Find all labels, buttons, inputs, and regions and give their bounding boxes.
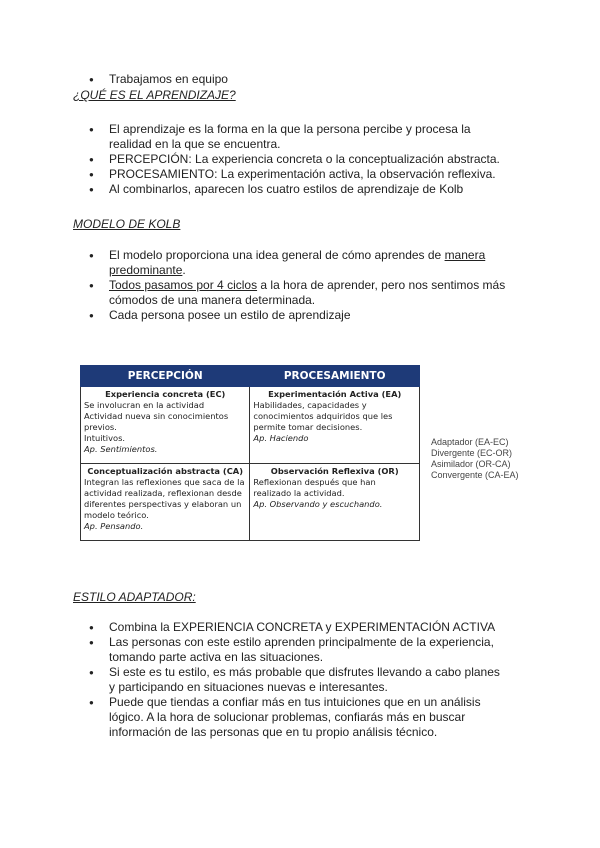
list-item: [0, 248, 509, 278]
cell-or: [250, 464, 420, 541]
cell-title: Experiencia concreta (EC): [105, 389, 226, 399]
legend-item: Adaptador (EA-EC): [431, 437, 509, 447]
cell-line: Se involucran en la actividad: [84, 400, 205, 410]
cell-ap: Ap. Sentimientos.: [84, 444, 158, 454]
cell-line: Intuitivos.: [84, 433, 126, 443]
cell-title: Observación Reflexiva (OR): [270, 466, 399, 476]
heading-adaptador: ESTILO ADAPTADOR:: [73, 590, 196, 604]
kolb-item2-underlined: Todos pasamos por 4 ciclos: [109, 278, 258, 292]
kolb-table: [80, 365, 420, 541]
kolb-item2-text: a la hora de aprender, pero nos sentimos más cómodos de una manera determinada.: [109, 278, 506, 307]
cell-ec: [81, 387, 250, 464]
heading-aprendizaje: ¿QUÉ ES EL APRENDIZAJE?: [73, 88, 236, 102]
list-item: ● Puede que tiendas a confiar más en tus intuiciones que en un análisis lógico. A la hora de solucionar problemas, confiarás más en buscar información de las personas que en tu propio análisis técnico.: [0, 695, 509, 740]
cell-ca: [81, 464, 250, 541]
kolb-item1-text: El modelo proporciona una idea general de cómo aprendes de: [109, 248, 445, 262]
list-item: ● El aprendizaje es la forma en la que la persona percibe y procesa la realidad en la que se encuentra.: [0, 122, 509, 152]
adaptador-list: [0, 620, 600, 740]
list-item: ● Cada persona posee un estilo de aprendizaje: [0, 308, 509, 323]
aprendizaje-list: [0, 122, 600, 197]
list-item: ● Si este es tu estilo, es más probable que disfrutes llevando a cabo planes y participando en situaciones nuevas e interesantes.: [0, 665, 509, 695]
list-item: ● Al combinarlos, aparecen los cuatro estilos de aprendizaje de Kolb: [0, 182, 509, 197]
list-item: ● Combina la EXPERIENCIA CONCRETA y EXPERIMENTACIÓN ACTIVA: [0, 620, 509, 635]
styles-legend: [431, 437, 519, 481]
cell-ap: Ap. Pensando.: [84, 521, 144, 531]
cell-title: Conceptualización abstracta (CA): [87, 466, 243, 476]
list-item: [0, 278, 509, 308]
cell-ap: Ap. Observando y escuchando.: [253, 499, 383, 509]
intro-list: [0, 72, 600, 87]
cell-line: Habilidades, capacidades y conocimientos adquiridos que les permite tomar decisiones.: [253, 400, 393, 432]
legend-item: Asimilador (OR-CA): [431, 459, 511, 469]
cell-title: Experimentación Activa (EA): [268, 389, 402, 399]
legend-item: Divergente (EC-OR): [431, 448, 513, 458]
list-item: ● Las personas con este estilo aprenden principalmente de la experiencia, tomando parte activa en las situaciones.: [0, 635, 509, 665]
list-item: ● PERCEPCIÓN: La experiencia concreta o la conceptualización abstracta.: [0, 152, 509, 167]
cell-line: Actividad nueva sin conocimientos previos.: [84, 411, 229, 432]
cell-line: Reflexionan después que han realizado la actividad.: [253, 477, 376, 498]
header-procesamiento: PROCESAMIENTO: [250, 366, 420, 387]
list-item: ● Trabajamos en equipo: [0, 72, 509, 87]
cell-ea: [250, 387, 420, 464]
list-item: ● PROCESAMIENTO: La experimentación activa, la observación reflexiva.: [0, 167, 509, 182]
kolb-item1-end: .: [182, 263, 186, 277]
header-percepcion: PERCEPCIÓN: [81, 366, 250, 387]
kolb-item1-underlined: manera predominante: [109, 248, 486, 277]
legend-item: Convergente (CA-EA): [431, 470, 519, 480]
heading-kolb: MODELO DE KOLB: [73, 217, 181, 231]
cell-line: Integran las reflexiones que saca de la actividad realizada, reflexionan desde diferentes perspectivas y elaboran un modelo teórico.: [84, 477, 245, 520]
kolb-list: [0, 248, 600, 323]
cell-ap: Ap. Haciendo: [253, 433, 309, 443]
